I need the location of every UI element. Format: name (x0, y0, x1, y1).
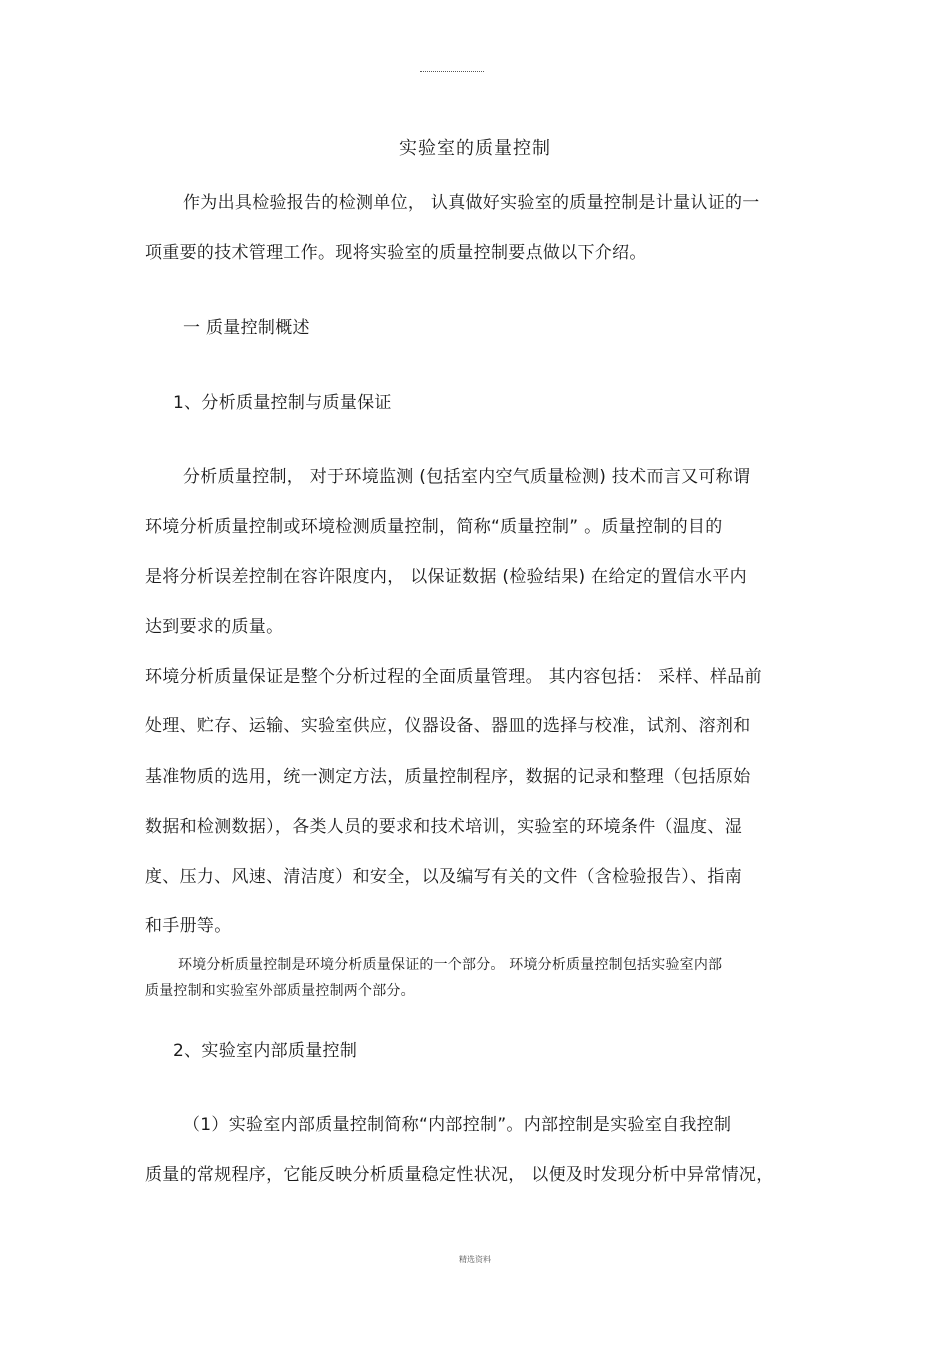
paragraph-2-line-4: 数据和检测数据），各类人员的要求和技术培训，实验室的环境条件（温度、湿 (145, 817, 742, 837)
subsection-heading-1: 1、分析质量控制与质量保证 (173, 393, 392, 413)
paragraph-3-line-2: 质量的常规程序，它能反映分析质量稳定性状况， 以便及时发现分析中异常情况， (145, 1165, 774, 1185)
document-title: 实验室的质量控制 (399, 138, 551, 159)
paragraph-2-line-6: 和手册等。 (145, 916, 232, 936)
intro-line-2: 项重要的技术管理工作。现将实验室的质量控制要点做以下介绍。 (145, 243, 647, 263)
paragraph-1-line-1: 分析质量控制， 对于环境监测 (包括室内空气质量检测) 技术而言又可称谓 (183, 467, 751, 487)
header-dotted-rule (420, 71, 484, 72)
paragraph-2-line-3: 基准物质的选用，统一测定方法，质量控制程序，数据的记录和整理（包括原始 (145, 767, 751, 787)
note-line-1: 环境分析质量控制是环境分析质量保证的一个部分。 环境分析质量控制包括实验室内部 (178, 957, 723, 973)
paragraph-2-line-2: 处理、贮存、运输、实验室供应，仪器设备、器皿的选择与校准，试剂、溶剂和 (145, 716, 751, 736)
paragraph-1-line-4: 达到要求的质量。 (145, 617, 284, 637)
section-heading: 一 质量控制概述 (183, 318, 310, 338)
paragraph-2-line-1: 环境分析质量保证是整个分析过程的全面质量管理。 其内容包括： 采样、样品前 (145, 667, 762, 687)
page-footer-label: 精选资料 (459, 1255, 491, 1264)
paragraph-1-line-2: 环境分析质量控制或环境检测质量控制，简称“质量控制” 。质量控制的目的 (145, 517, 723, 537)
paragraph-2-line-5: 度、压力、风速、清洁度）和安全，以及编写有关的文件（含检验报告）、指南 (145, 867, 742, 887)
paragraph-1-line-3: 是将分析误差控制在容许限度内， 以保证数据 (检验结果) 在给定的置信水平内 (145, 567, 747, 587)
intro-line-1: 作为出具检验报告的检测单位， 认真做好实验室的质量控制是计量认证的一 (183, 193, 760, 213)
note-line-2: 质量控制和实验室外部质量控制两个部分。 (145, 983, 415, 999)
subsection-heading-2: 2、实验室内部质量控制 (173, 1041, 358, 1061)
paragraph-3-line-1: （1）实验室内部质量控制简称“内部控制”。内部控制是实验室自我控制 (183, 1115, 732, 1135)
